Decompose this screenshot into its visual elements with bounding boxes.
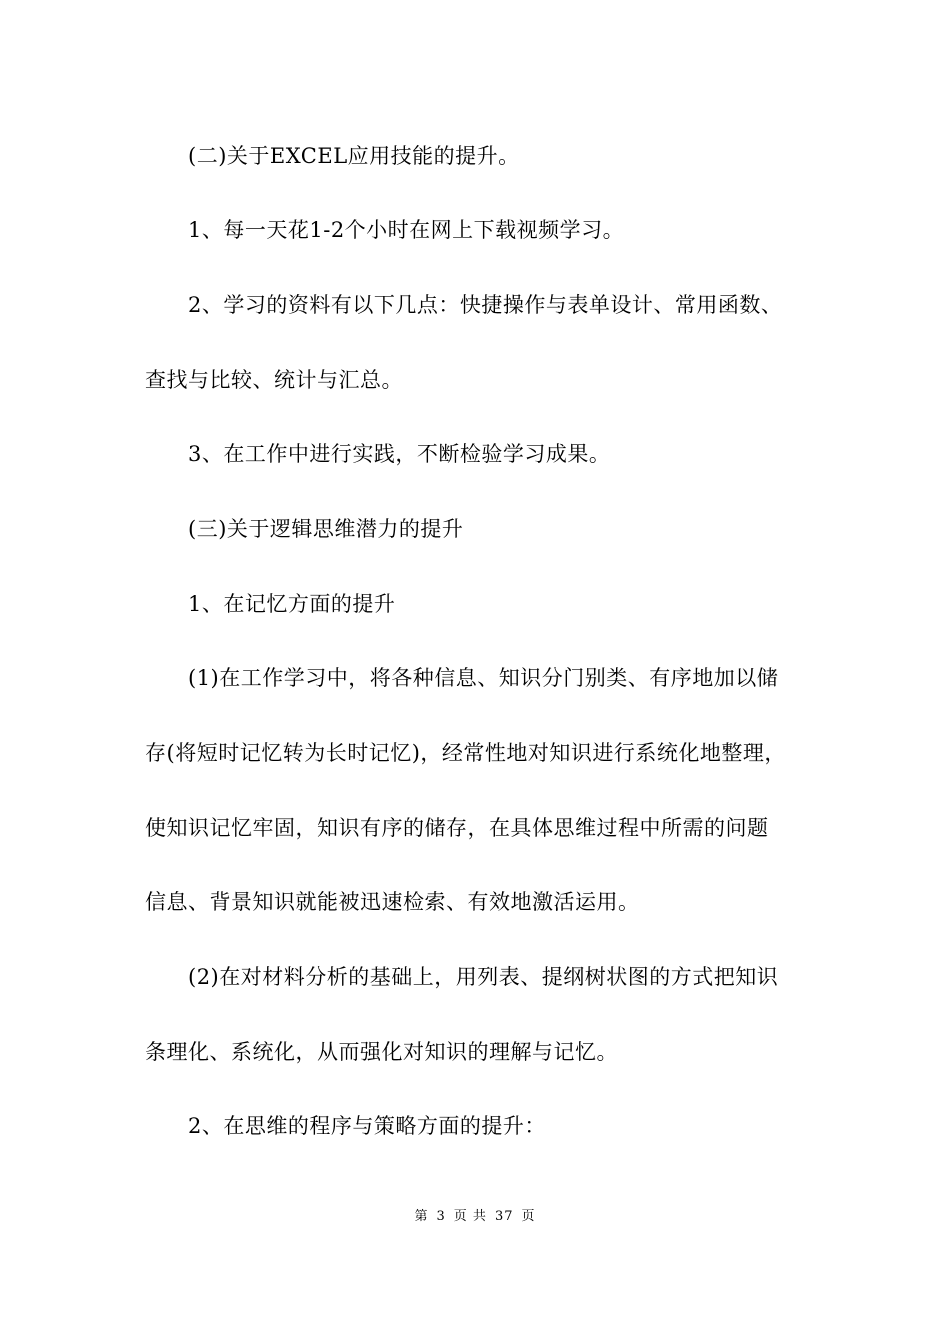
paragraph-line: 信息、背景知识就能被迅速检索、有效地激活运用。 [145, 890, 640, 914]
paragraph-line: 1、在记忆方面的提升 [188, 592, 396, 616]
paragraph-line: (1)在工作学习中，将各种信息、知识分门别类、有序地加以储 [188, 666, 779, 690]
paragraph-line: 2、学习的资料有以下几点：快捷操作与表单设计、常用函数、 [188, 293, 783, 317]
footer-middle: 页 共 [453, 1209, 487, 1224]
paragraph-line: 查找与比较、统计与汇总。 [145, 368, 403, 392]
section-heading-excel: (二)关于EXCEL应用技能的提升。 [188, 144, 520, 168]
paragraph-line: 3、在工作中进行实践，不断检验学习成果。 [188, 442, 611, 466]
paragraph-line: 2、在思维的程序与策略方面的提升： [188, 1114, 546, 1138]
footer-current-page: 3 [436, 1209, 446, 1224]
footer-total-pages: 37 [494, 1209, 514, 1224]
paragraph-line: 存(将短时记忆转为长时记忆)，经常性地对知识进行系统化地整理， [145, 741, 786, 765]
section-heading-logic: (三)关于逻辑思维潜力的提升 [188, 517, 464, 541]
footer-suffix: 页 [521, 1209, 536, 1224]
paragraph-line: 使知识记忆牢固，知识有序的储存，在具体思维过程中所需的问题 [145, 816, 769, 840]
page-number-footer [0, 1208, 950, 1226]
footer-prefix: 第 [414, 1209, 429, 1224]
paragraph-line: (2)在对材料分析的基础上，用列表、提纲树状图的方式把知识 [188, 965, 779, 989]
paragraph-line: 1、每一天花1-2个小时在网上下载视频学习。 [188, 218, 625, 242]
paragraph-line: 条理化、系统化，从而强化对知识的理解与记忆。 [145, 1040, 618, 1064]
